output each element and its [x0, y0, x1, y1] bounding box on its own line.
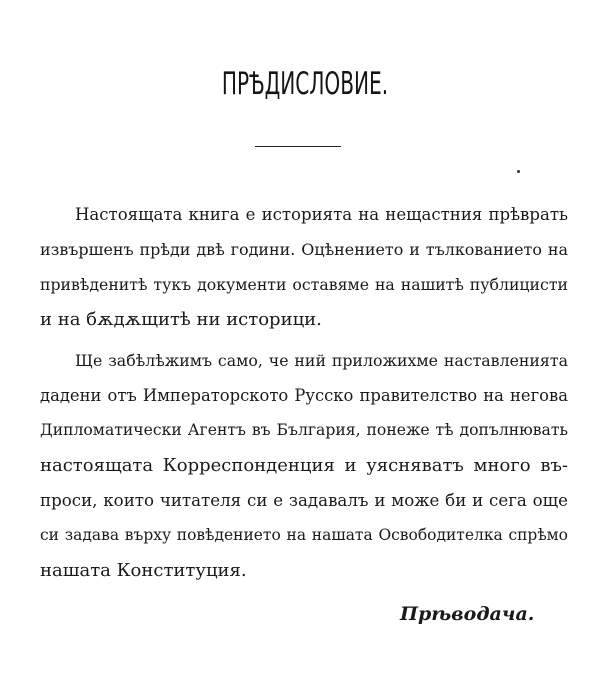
paragraph-2-line-2: дадени отъ Императорското Русско правителство на негова [40, 386, 568, 405]
paragraph-2-line-6: си задава върху повѣдението на нашата Освободителка спрѣмо [40, 526, 568, 544]
paragraph-1-line-2: извършенъ прѣди двѣ години. Оцѣнението и тълкованието на [40, 240, 568, 259]
paragraph-2 [40, 343, 568, 588]
paragraph-1-line-4: и на бѫдѫщитѣ ни историци. [40, 309, 322, 330]
page-title: ПРѢДИСЛОВИЕ. [221, 66, 389, 102]
paragraph-2-line-5: проси, които читателя си е задавалъ и може би и сега още [40, 491, 568, 510]
paragraph-2-line-1: Ще забѣлѣжимъ само, че ний приложихме наставленията [75, 351, 568, 370]
paragraph-1-line-3: привѣденитѣ тукъ документи оставяме на нашитѣ публицисти [40, 275, 568, 294]
paragraph-1 [40, 197, 568, 337]
translator-signature: Прѣводача. [400, 603, 535, 625]
paragraph-2-line-3: Дипломатически Агентъ въ България, понеже тѣ допълнювать [40, 421, 568, 439]
paragraph-2-line-7: нашата Конституция. [40, 560, 247, 581]
paragraph-2-line-4: настоящата Корреспонденция и уясняватъ много въ- [40, 455, 568, 476]
speck-mark [517, 170, 520, 173]
title-divider [255, 146, 341, 147]
paragraph-1-line-1: Настоящата книга е историята на нещастния прѣврать [75, 205, 568, 224]
